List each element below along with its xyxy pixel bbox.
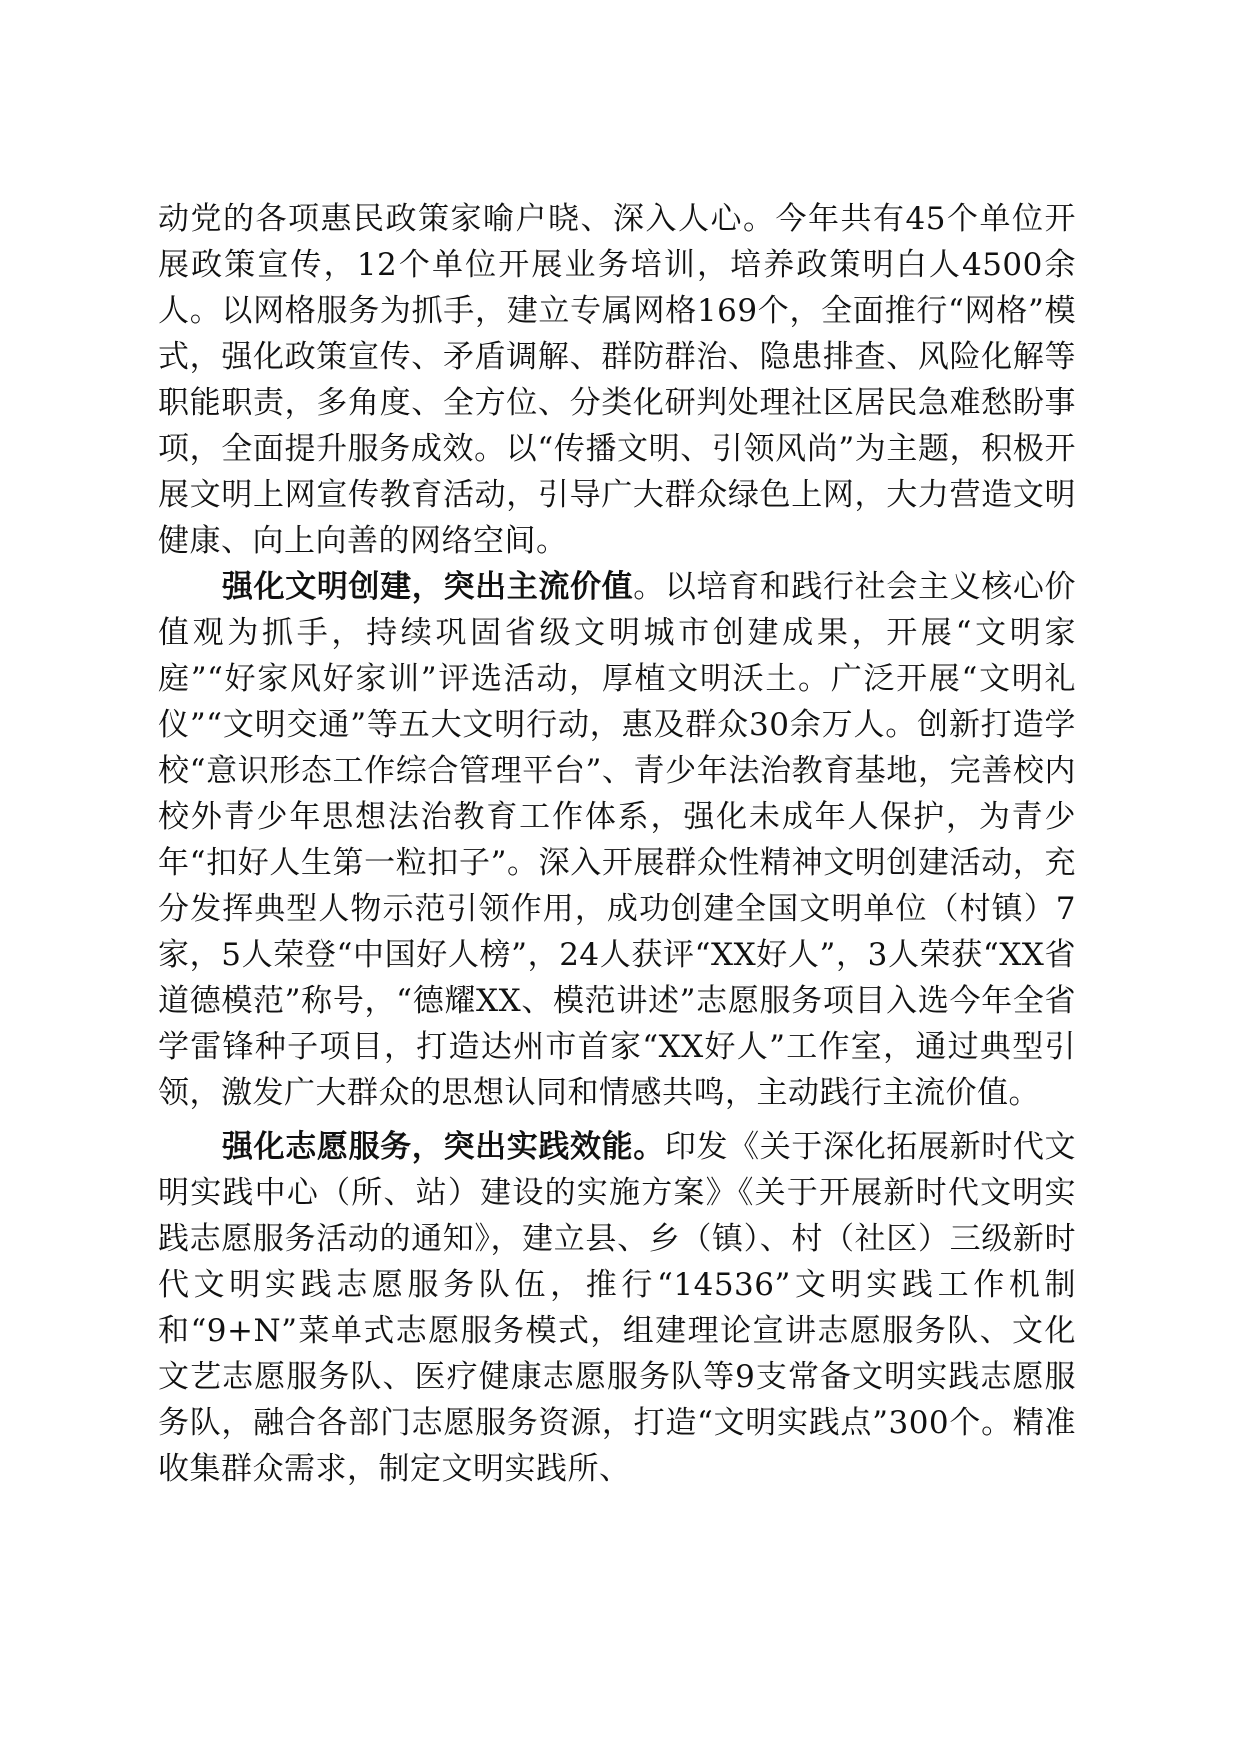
document-page bbox=[158, 196, 1076, 1492]
paragraph-3 bbox=[158, 1124, 1076, 1492]
paragraph-2-text: 。以培育和践行社会主义核心价值观为抓手，持续巩固省级文明城市创建成果，开展“文明家庭”“好家风好家训”评选活动，厚植文明沃土。广泛开展“文明礼仪”“文明交通”等五大文明行动，惠及群众30余万人。创新打造学校“意识形态工作综合管理平台”、青少年法治教育基地，完善校内校外青少年思想法治教育工作体系，强化未成年人保护，为青少年“扣好人生第一粒扣子”。深入开展群众性精神文明创建活动，充分发挥典型人物示范引领作用，成功创建全国文明单位（村镇）7家，5人荣登“中国好人榜”，24人获评“XX好人”，3人荣获“XX省道德模范”称号，“德耀XX、模范讲述”志愿服务项目入选今年全省学雷锋种子项目，打造达州市首家“XX好人”工作室，通过典型引领，激发广大群众的思想认同和情感共鸣，主动践行主流价值。 bbox=[158, 569, 1076, 1111]
paragraph-1-text: 动党的各项惠民政策家喻户晓、深入人心。今年共有45个单位开展政策宣传，12个单位开展业务培训，培养政策明白人4500余人。以网格服务为抓手，建立专属网格169个，全面推行“网格”模式，强化政策宣传、矛盾调解、群防群治、隐患排查、风险化解等职能职责，多角度、全方位、分类化研判处理社区居民急难愁盼事项，全面提升服务成效。以“传播文明、引领风尚”为主题，积极开展文明上网宣传教育活动，引导广大群众绿色上网，大力营造文明健康、向上向善的网络空间。 bbox=[158, 201, 1076, 559]
paragraph-3-text: 印发《关于深化拓展新时代文明实践中心（所、站）建设的实施方案》《关于开展新时代文明实践志愿服务活动的通知》，建立县、乡（镇）、村（社区）三级新时代文明实践志愿服务队伍，推行“14536”文明实践工作机制和“9+N”菜单式志愿服务模式，组建理论宣讲志愿服务队、文化文艺志愿服务队、医疗健康志愿服务队等9支常备文明实践志愿服务队，融合各部门志愿服务资源，打造“文明实践点”300个。精准收集群众需求，制定文明实践所、 bbox=[158, 1129, 1077, 1487]
paragraph-2-heading: 强化文明创建，突出主流价值 bbox=[222, 569, 634, 605]
paragraph-1 bbox=[158, 196, 1076, 564]
paragraph-2 bbox=[158, 564, 1076, 1116]
paragraph-3-heading: 强化志愿服务，突出实践效能。 bbox=[222, 1129, 665, 1165]
